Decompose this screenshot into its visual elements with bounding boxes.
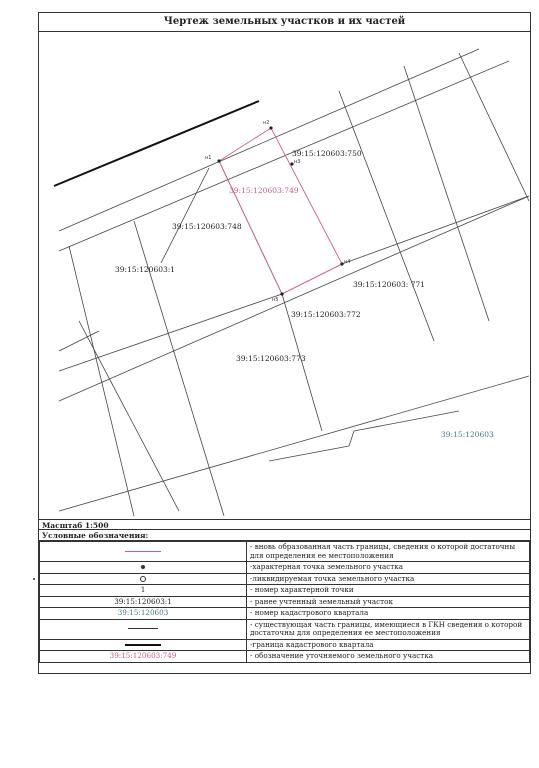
point-label-n5: н5 (272, 297, 279, 303)
scale-row: Масштаб 1:500 (39, 519, 530, 530)
row-boundary-bottom (59, 376, 529, 511)
legend-row (40, 573, 530, 585)
legend-row (40, 651, 530, 663)
legend-desc: -ликвидируемая точка земельного участка (247, 573, 530, 585)
legend-desc: - вновь образованная часть границы, сведения о которой достаточны для определения ее местоположения (247, 542, 530, 562)
legend-symbol (40, 542, 247, 562)
point-n2 (269, 126, 272, 129)
road-edge-upper (59, 49, 479, 231)
quarter-label: 39:15:120603 (441, 430, 494, 439)
legend-desc: - номер характерной точки (247, 585, 530, 597)
plan-area (39, 31, 530, 519)
sheet-title: Чертеж земельных участков и их частей (39, 13, 530, 32)
divider-7 (459, 53, 529, 201)
drawing-sheet (38, 12, 531, 674)
legend-desc: - существующая часть границы, имеющиеся в ГКН сведения о которой достаточны для определения ее местоположения (247, 619, 530, 639)
legend-symbol (40, 619, 247, 639)
legend-row (40, 585, 530, 597)
legend-symbol (40, 639, 247, 651)
thin-line-symbol-icon (128, 628, 158, 629)
legend-symbol: 39:15:120603:1 (40, 596, 247, 608)
point-label-n1: н1 (205, 155, 212, 161)
parcel-label-772: 39:15:120603:772 (291, 310, 361, 319)
legend-desc: -характерная точка земельного участка (247, 562, 530, 574)
legend-symbol (40, 573, 247, 585)
legend-desc: - обозначение уточняемого земельного участка (247, 651, 530, 663)
legend-symbol: 1 (40, 585, 247, 597)
legend-desc: -граница кадастрового квартала (247, 639, 530, 651)
divider-9 (79, 321, 179, 511)
legend-row (40, 619, 530, 639)
legend-table (39, 541, 530, 663)
legend-row (40, 542, 530, 562)
legend-title: Условные обозначения: (39, 530, 530, 541)
parcel-label-749: 39:15:120603:749 (229, 186, 299, 195)
aux-line-2 (349, 431, 354, 446)
thick-line-symbol-icon (125, 644, 161, 646)
point-label-n3: н3 (294, 159, 301, 165)
legend-symbol: 39:15:120603 (40, 608, 247, 620)
point-label-n2: н2 (263, 120, 270, 126)
legend-row (40, 639, 530, 651)
aux-line-3 (354, 411, 459, 431)
divider-1 (69, 246, 134, 516)
dot-symbol-icon (141, 565, 145, 569)
point-n1 (217, 159, 220, 162)
red-line-symbol-icon (125, 551, 161, 552)
legend-symbol (40, 562, 247, 574)
legend-row (40, 562, 530, 574)
point-label-n4: н4 (344, 259, 351, 265)
row-boundary-mid (342, 196, 529, 264)
stray-dot (33, 578, 35, 580)
point-n5 (280, 292, 283, 295)
parcel-plan-svg (39, 31, 530, 519)
parcel-label-773: 39:15:120603:773 (236, 354, 306, 363)
legend-row (40, 596, 530, 608)
aux-line-1 (269, 446, 349, 461)
legend-row (40, 608, 530, 620)
ring-symbol-icon (140, 576, 146, 582)
legend-desc: - ранее учтенный земельный участок (247, 596, 530, 608)
new-boundary-segment (282, 264, 342, 294)
legend-symbol: 39:15:120603:749 (40, 651, 247, 663)
parcel-label-771: 39:15:120603: 771 (353, 280, 425, 289)
parcel-label-1: 39:15:120603:1 (115, 265, 176, 274)
divider-5 (339, 91, 434, 341)
parcel-label-750: 39:15:120603:750 (292, 149, 362, 158)
leader-p1 (161, 168, 209, 263)
row-boundary-lower (59, 196, 529, 401)
quarter-boundary (54, 101, 259, 186)
parcel-label-748: 39:15:120603:748 (172, 222, 242, 231)
legend-desc: - номер кадастрового квартала (247, 608, 530, 620)
